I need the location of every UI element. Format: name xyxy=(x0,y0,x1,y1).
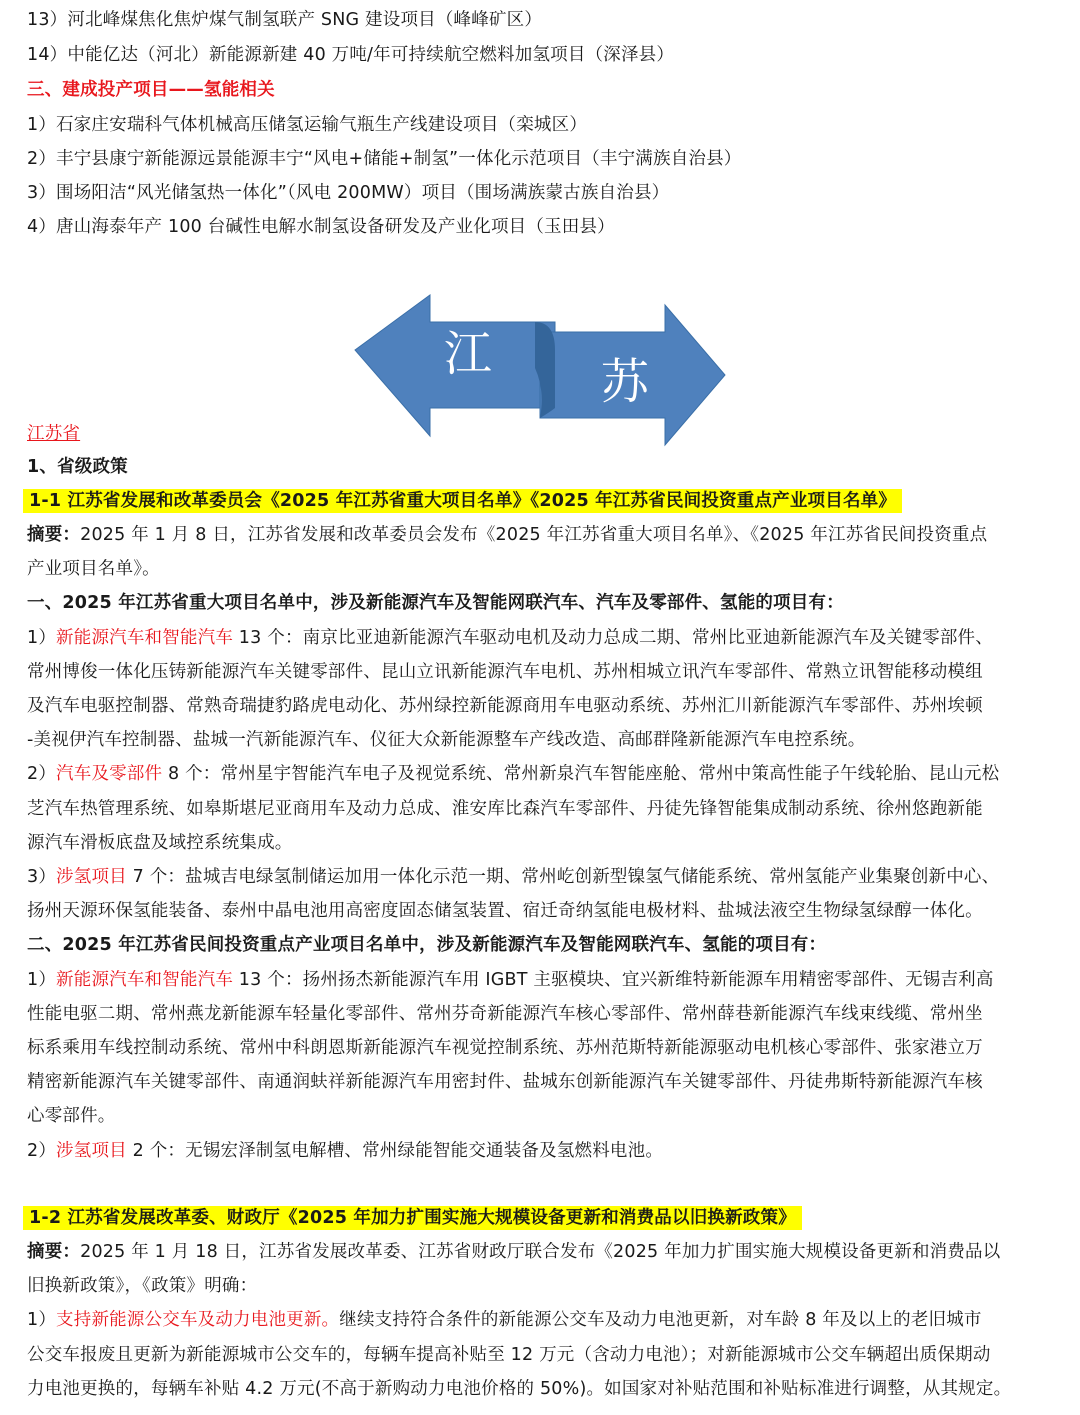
jiangsu-banner-arrow xyxy=(350,290,730,450)
section3-item-3: 3）围场阳洁“风光储氢热一体化”（风电 200MW）项目（围场满族蒙古族自治县） xyxy=(27,183,670,203)
policy2-summary-l2: 旧换新政策》，《政策》明确： xyxy=(27,1276,258,1297)
a2-l3: 源汽车滑板底盘及域控系统集成。 xyxy=(27,832,293,853)
a1-tag: 新能源汽车和智能汽车 xyxy=(56,627,234,648)
c1-l3: 力电池更换的，每辆车补贴 4.2 万元(不高于新购动力电池价格的 50%)。如国家对补贴范围和补贴标准进行调整，从其规定。 xyxy=(27,1378,1012,1399)
a3-tag: 涉氢项目 xyxy=(56,867,127,888)
a1-l2: 常州博俊一体化压铸新能源汽车关键零部件、昆山立讯新能源汽车电机、苏州相城立讯汽车零部件、常熟立讯智能移动模组 xyxy=(27,661,983,682)
b1-tag: 新能源汽车和智能汽车 xyxy=(56,969,234,990)
b2-text: 2 个：无锡宏泽制氢电解槽、常州绿能智能交通装备及氢燃料电池。 xyxy=(126,1140,664,1161)
policy1-heading-a: 一、2025 年江苏省重大项目名单中，涉及新能源汽车及智能网联汽车、汽车及零部件、氢能的项目有： xyxy=(27,593,844,614)
policy2-summary xyxy=(27,1235,1057,1406)
b1-l2: 性能电驱二期、常州燕龙新能源车轻量化零部件、常州芬奇新能源汽车核心零部件、常州薛巷新能源汽车线束线缆、常州坐 xyxy=(27,1003,983,1024)
policy1-summary-l1: 2025 年 1 月 8 日，江苏省发展和改革委员会发布《2025 年江苏省重大项目名单》、《2025 年江苏省民间投资重点 xyxy=(80,525,988,545)
c1-num: 1） xyxy=(27,1310,57,1331)
policy1-summary-label: 摘要： xyxy=(27,525,81,545)
policy1-summary-l2: 产业项目名单》。 xyxy=(27,559,160,580)
b1-l4: 精密新能源汽车关键零部件、南通润蚨祥新能源汽车用密封件、盐城东创新能源汽车关键零部件、丹徒弗斯特新能源汽车核 xyxy=(27,1072,983,1093)
b1-l5: 心零部件。 xyxy=(27,1106,116,1127)
b2-tag: 涉氢项目 xyxy=(56,1140,127,1161)
policy2-summary-label: 摘要： xyxy=(27,1242,81,1262)
policy2-title-row xyxy=(27,1206,802,1230)
banner-char-left: 江 xyxy=(443,326,493,382)
policy1-title-row xyxy=(27,489,902,513)
a1-l3: 及汽车电驱控制器、常熟奇瑞捷豹路虎电动化、苏州绿控新能源商用车电驱动系统、苏州汇川新能源汽车零部件、苏州埃顿 xyxy=(27,696,983,717)
a3-l1: 7 个：盐城吉电绿氢制储运加用一体化示范一期、常州屹创新型镍氢气储能系统、常州氢能产业集聚创新中心、 xyxy=(126,867,1000,888)
c1-tag: 支持新能源公交车及动力电池更新。 xyxy=(56,1310,340,1331)
policy2-summary-l1: 2025 年 1 月 18 日，江苏省发展改革委、江苏省财政厅联合发布《2025 年加力扩围实施大规模设备更新和消费品以 xyxy=(80,1242,1001,1262)
b1-num: 1） xyxy=(27,969,57,990)
level-heading: 1、省级政策 xyxy=(27,457,128,477)
policy1-summary xyxy=(27,518,1057,1168)
a2-tag: 汽车及零部件 xyxy=(56,764,163,785)
a2-l2: 芝汽车热管理系统、如皋斯堪尼亚商用车及动力总成、淮安库比森汽车零部件、丹徒先锋智能集成制动系统、徐州悠跑新能 xyxy=(27,798,983,819)
c1-l2: 公交车报废且更新为新能源城市公交车的，每辆车提高补贴至 12 万元（含动力电池）；对新能源城市公交车辆超出质保期动 xyxy=(27,1344,991,1365)
a2-num: 2） xyxy=(27,764,57,785)
section3-title: 三、建成投产项目——氢能相关 xyxy=(27,80,275,100)
a3-l2: 扬州天源环保氢能装备、泰州中晶电池用高密度固态储氢装置、宿迁奇纳氢能电极材料、盐城法液空生物绿氢绿醇一体化。 xyxy=(27,901,983,922)
a1-num: 1） xyxy=(27,627,57,648)
a1-l4: -美视伊汽车控制器、盐城一汽新能源汽车、仪征大众新能源整车产线改造、高邮群隆新能源汽车电控系统。 xyxy=(27,730,866,751)
policy1-heading-b: 二、2025 年江苏省民间投资重点产业项目名单中，涉及新能源汽车及智能网联汽车、氢能的项目有： xyxy=(27,935,827,956)
policy1-title: 1-1 江苏省发展和改革委员会《2025 年江苏省重大项目名单》《2025 年江苏省民间投资重点产业项目名单》 xyxy=(23,489,902,513)
province-label: 江苏省 xyxy=(27,424,81,444)
a2-l1: 8 个：常州星宇智能汽车电子及视觉系统、常州新泉汽车智能座舱、常州中策高性能子午线轮胎、昆山元松 xyxy=(162,764,1000,785)
section3-item-2: 2）丰宁县康宁新能源远景能源丰宁“风电+储能+制氢”一体化示范项目（丰宁满族自治县） xyxy=(27,149,742,169)
banner-char-right: 苏 xyxy=(600,354,650,410)
section3-item-1: 1）石家庄安瑞科气体机械高压储氢运输气瓶生产线建设项目（栾城区） xyxy=(27,115,588,135)
section3-item-4: 4）唐山海泰年产 100 台碱性电解水制氢设备研发及产业化项目（玉田县） xyxy=(27,217,615,237)
a1-l1: 13 个：南京比亚迪新能源汽车驱动电机及动力总成二期、常州比亚迪新能源汽车及关键零部件、 xyxy=(233,627,993,648)
b1-l3: 标系乘用车线控制动系统、常州中科朗恩斯新能源汽车视觉控制系统、苏州范斯特新能源驱动电机核心零部件、张家港立万 xyxy=(27,1038,983,1059)
list-item-14: 14）中能亿达（河北）新能源新建 40 万吨/年可持续航空燃料加氢项目（深泽县） xyxy=(27,45,675,65)
b1-l1: 13 个：扬州扬杰新能源汽车用 IGBT 主驱模块、宜兴新维特新能源车用精密零部件、无锡吉利高 xyxy=(233,969,994,990)
b2-num: 2） xyxy=(27,1140,57,1161)
list-item-13: 13）河北峰煤焦化焦炉煤气制氢联产 SNG 建设项目（峰峰矿区） xyxy=(27,10,543,30)
policy2-title: 1-2 江苏省发展改革委、财政厅《2025 年加力扩围实施大规模设备更新和消费品以旧换新政策》 xyxy=(23,1206,802,1230)
a3-num: 3） xyxy=(27,867,57,888)
c1-l1: 继续支持符合条件的新能源公交车及动力电池更新，对车龄 8 年及以上的老旧城市 xyxy=(339,1310,982,1331)
